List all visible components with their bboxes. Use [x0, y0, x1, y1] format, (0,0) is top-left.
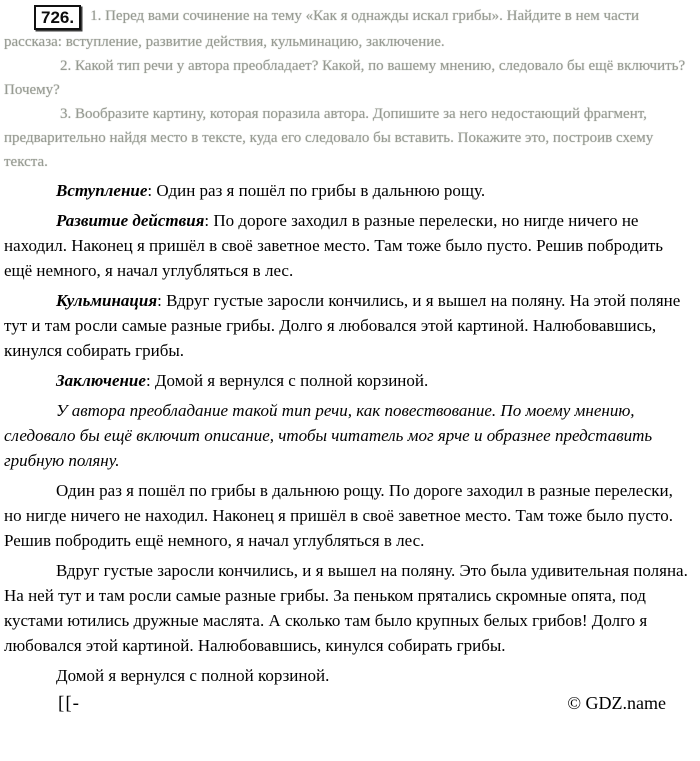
- exercise-task-block: [4, 4, 694, 174]
- section-separator: :: [145, 371, 155, 390]
- section-text-introduction: Один раз я пошёл по грибы в дальнюю рощу.: [156, 181, 486, 200]
- answer-section-introduction: [4, 178, 694, 203]
- exercise-number-box: [34, 5, 81, 30]
- footer-mark: [[-: [58, 693, 80, 714]
- section-text-climax: Вдруг густые заросли кончились, и я вышел на поляну. На этой поляне тут и там росли самые разные грибы. Долго я любовался этой картиной. Налюбовавшись, кинулся собирать грибы.: [4, 291, 681, 360]
- section-text-development: По дороге заходил в разные перелески, но нигде ничего не находил. Наконец я пришёл в своё заветное место. Там тоже было пусто. Решив побродить ещё немного, я начал углубляться в лес.: [4, 211, 664, 280]
- section-label-climax: Кульминация: [56, 291, 158, 310]
- exercise-number: 726.: [41, 8, 75, 27]
- task-item-1: [4, 4, 694, 54]
- essay-paragraph-1: Один раз я пошёл по грибы в дальнюю рощу. По дороге заходил в разные перелески, но нигде ничего не находил. Наконец я пришёл в своё заветное место. Там тоже было пусто. Решив побродить ещё немного, я начал углубляться в лес.: [4, 481, 673, 550]
- section-separator: :: [147, 181, 157, 200]
- copyright-watermark: © GDZ.name: [567, 693, 666, 713]
- essay-paragraph-3: Домой я вернулся с полной корзиной.: [56, 666, 330, 685]
- answer-comment: У автора преобладание такой тип речи, как повествование. По моему мнению, следовало бы ещё включит описание, чтобы читатель мог ярче и образнее представить грибную поляну.: [4, 401, 653, 470]
- answer-block: [4, 178, 694, 688]
- section-text-conclusion: Домой я вернулся с полной корзиной.: [154, 371, 429, 390]
- section-label-conclusion: Заключение: [56, 371, 146, 390]
- page-footer: [4, 693, 694, 715]
- task-item-3: 3. Вообразите картину, которая поразила автора. Допишите за него недостающий фрагмент, предварительно найдя место в тексте, куда его следовало бы вставить. Покажите это, построив схему текста.: [4, 106, 654, 170]
- task-item-2: 2. Какой тип речи у автора преобладает? Какой, по вашему мнению, следовало бы ещё включить? Почему?: [4, 58, 686, 98]
- answer-section-conclusion: [4, 368, 694, 393]
- answer-section-climax: [4, 288, 694, 363]
- section-separator: :: [157, 291, 167, 310]
- section-separator: :: [204, 211, 214, 230]
- essay-paragraph-2: Вдруг густые заросли кончились, и я вышел на поляну. Это была удивительная поляна. На ней тут и там росли самые разные грибы. За пеньком прятались скромные опята, под кустами ютились дружные маслята. А сколько там было крупных белых грибов! Долго я любовался этой картиной. Налюбовавшись, кинулся собирать грибы.: [4, 561, 688, 655]
- section-label-development: Развитие действия: [56, 211, 205, 230]
- section-label-introduction: Вступление: [56, 181, 148, 200]
- answer-section-development: [4, 208, 694, 283]
- task-item-1-text: 1. Перед вами сочинение на тему «Как я однажды искал грибы». Найдите в нем части рассказа: вступление, развитие действия, кульминацию, заключение.: [4, 8, 639, 50]
